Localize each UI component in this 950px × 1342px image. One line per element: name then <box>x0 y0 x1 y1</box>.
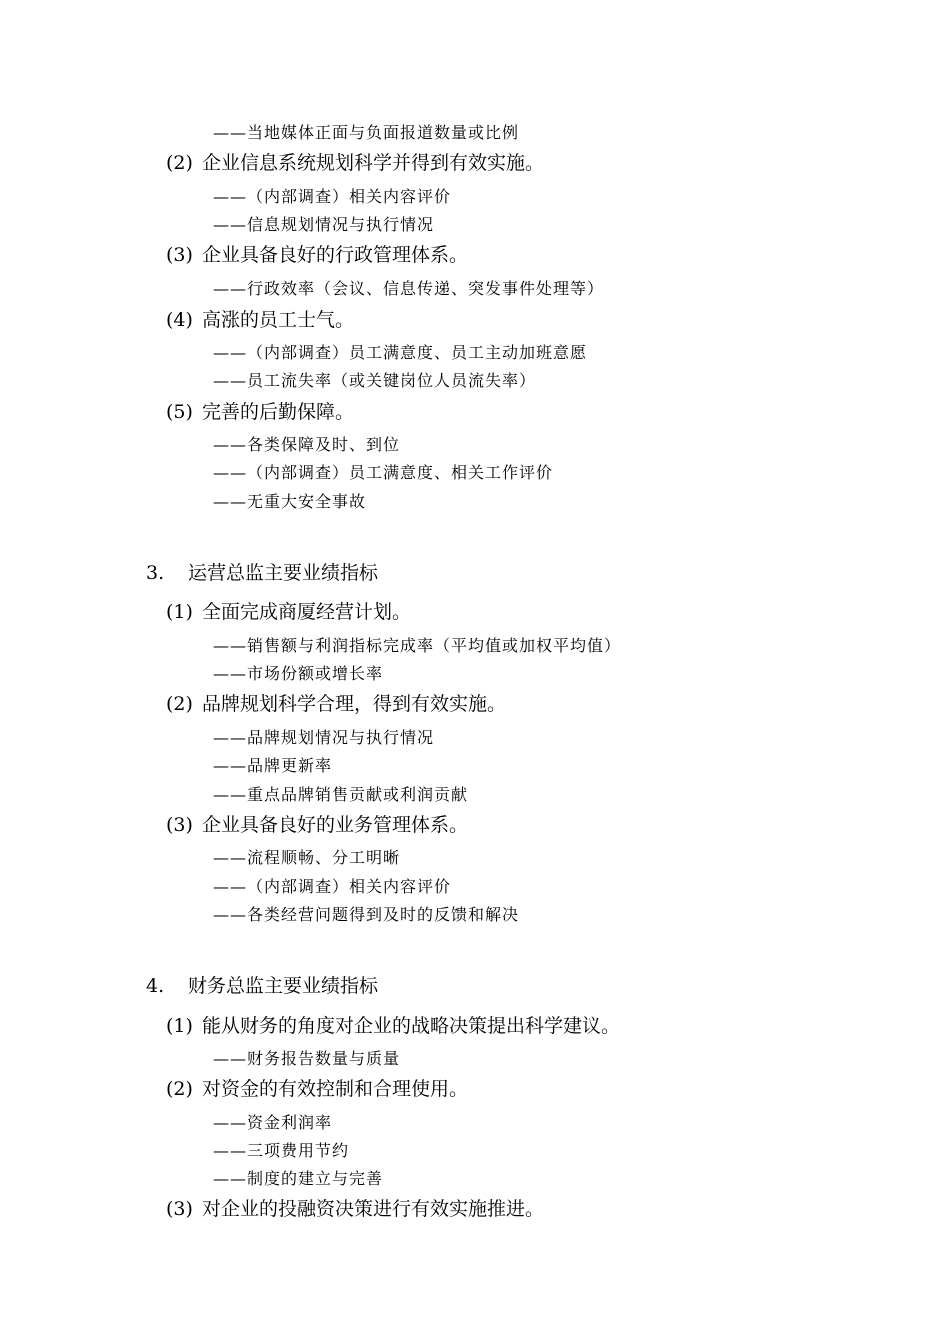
goal-item <box>166 689 506 716</box>
indicator-line: ——销售额与利润指标完成率（平均值或加权平均值） <box>213 636 622 655</box>
item-number: (3) <box>166 1198 193 1220</box>
goal-item <box>166 305 354 332</box>
section-title: 运营总监主要业绩指标 <box>188 562 379 584</box>
indicator-line: ——流程顺畅、分工明晰 <box>213 848 401 867</box>
item-number: (5) <box>166 401 193 423</box>
section-number: 3. <box>146 562 165 584</box>
goal-item <box>166 1011 620 1038</box>
goal-item <box>166 1074 468 1101</box>
indicator-line: ——各类保障及时、到位 <box>213 435 401 454</box>
item-number: (3) <box>166 814 193 836</box>
indicator-line: ——（内部调查）员工满意度、员工主动加班意愿 <box>213 343 588 362</box>
item-text: 对资金的有效控制和合理使用。 <box>202 1078 469 1100</box>
indicator-line: ——品牌规划情况与执行情况 <box>213 728 435 747</box>
indicator-line: ——当地媒体正面与负面报道数量或比例 <box>213 123 520 142</box>
goal-item <box>166 1194 544 1221</box>
goal-item <box>166 597 411 624</box>
indicator-line: ——品牌更新率 <box>213 756 333 775</box>
indicator-line: ——员工流失率（或关键岗位人员流失率） <box>213 371 537 390</box>
item-number: (2) <box>166 152 193 174</box>
section-heading <box>146 558 378 585</box>
item-number: (2) <box>166 693 193 715</box>
section-title: 财务总监主要业绩指标 <box>188 975 379 997</box>
indicator-line: ——三项费用节约 <box>213 1141 350 1160</box>
item-number: (2) <box>166 1078 193 1100</box>
goal-item <box>166 240 468 267</box>
indicator-line: ——无重大安全事故 <box>213 492 367 511</box>
item-text: 品牌规划科学合理，得到有效实施。 <box>202 693 507 715</box>
indicator-line: ——制度的建立与完善 <box>213 1169 384 1188</box>
item-text: 能从财务的角度对企业的战略决策提出科学建议。 <box>202 1015 621 1037</box>
item-number: (3) <box>166 244 193 266</box>
indicator-line: ——行政效率（会议、信息传递、突发事件处理等） <box>213 279 605 298</box>
item-text: 完善的后勤保障。 <box>202 401 355 423</box>
item-text: 对企业的投融资决策进行有效实施推进。 <box>202 1198 545 1220</box>
item-text: 企业具备良好的业务管理体系。 <box>202 814 469 836</box>
item-text: 全面完成商厦经营计划。 <box>202 601 412 623</box>
indicator-line: ——（内部调查）相关内容评价 <box>213 187 452 206</box>
goal-item <box>166 148 544 175</box>
indicator-line: ——重点品牌销售贡献或利润贡献 <box>213 785 469 804</box>
item-text: 高涨的员工士气。 <box>202 309 355 331</box>
indicator-line: ——财务报告数量与质量 <box>213 1049 401 1068</box>
item-number: (4) <box>166 309 193 331</box>
indicator-line: ——资金利润率 <box>213 1113 333 1132</box>
item-text: 企业具备良好的行政管理体系。 <box>202 244 469 266</box>
indicator-line: ——信息规划情况与执行情况 <box>213 215 435 234</box>
item-text: 企业信息系统规划科学并得到有效实施。 <box>202 152 545 174</box>
indicator-line: ——市场份额或增长率 <box>213 664 384 683</box>
indicator-line: ——（内部调查）相关内容评价 <box>213 877 452 896</box>
goal-item <box>166 397 354 424</box>
indicator-line: ——各类经营问题得到及时的反馈和解决 <box>213 905 520 924</box>
indicator-line: ——（内部调查）员工满意度、相关工作评价 <box>213 463 554 482</box>
goal-item <box>166 810 468 837</box>
item-number: (1) <box>166 1015 193 1037</box>
section-heading <box>146 971 378 998</box>
item-number: (1) <box>166 601 193 623</box>
section-number: 4. <box>146 975 165 997</box>
